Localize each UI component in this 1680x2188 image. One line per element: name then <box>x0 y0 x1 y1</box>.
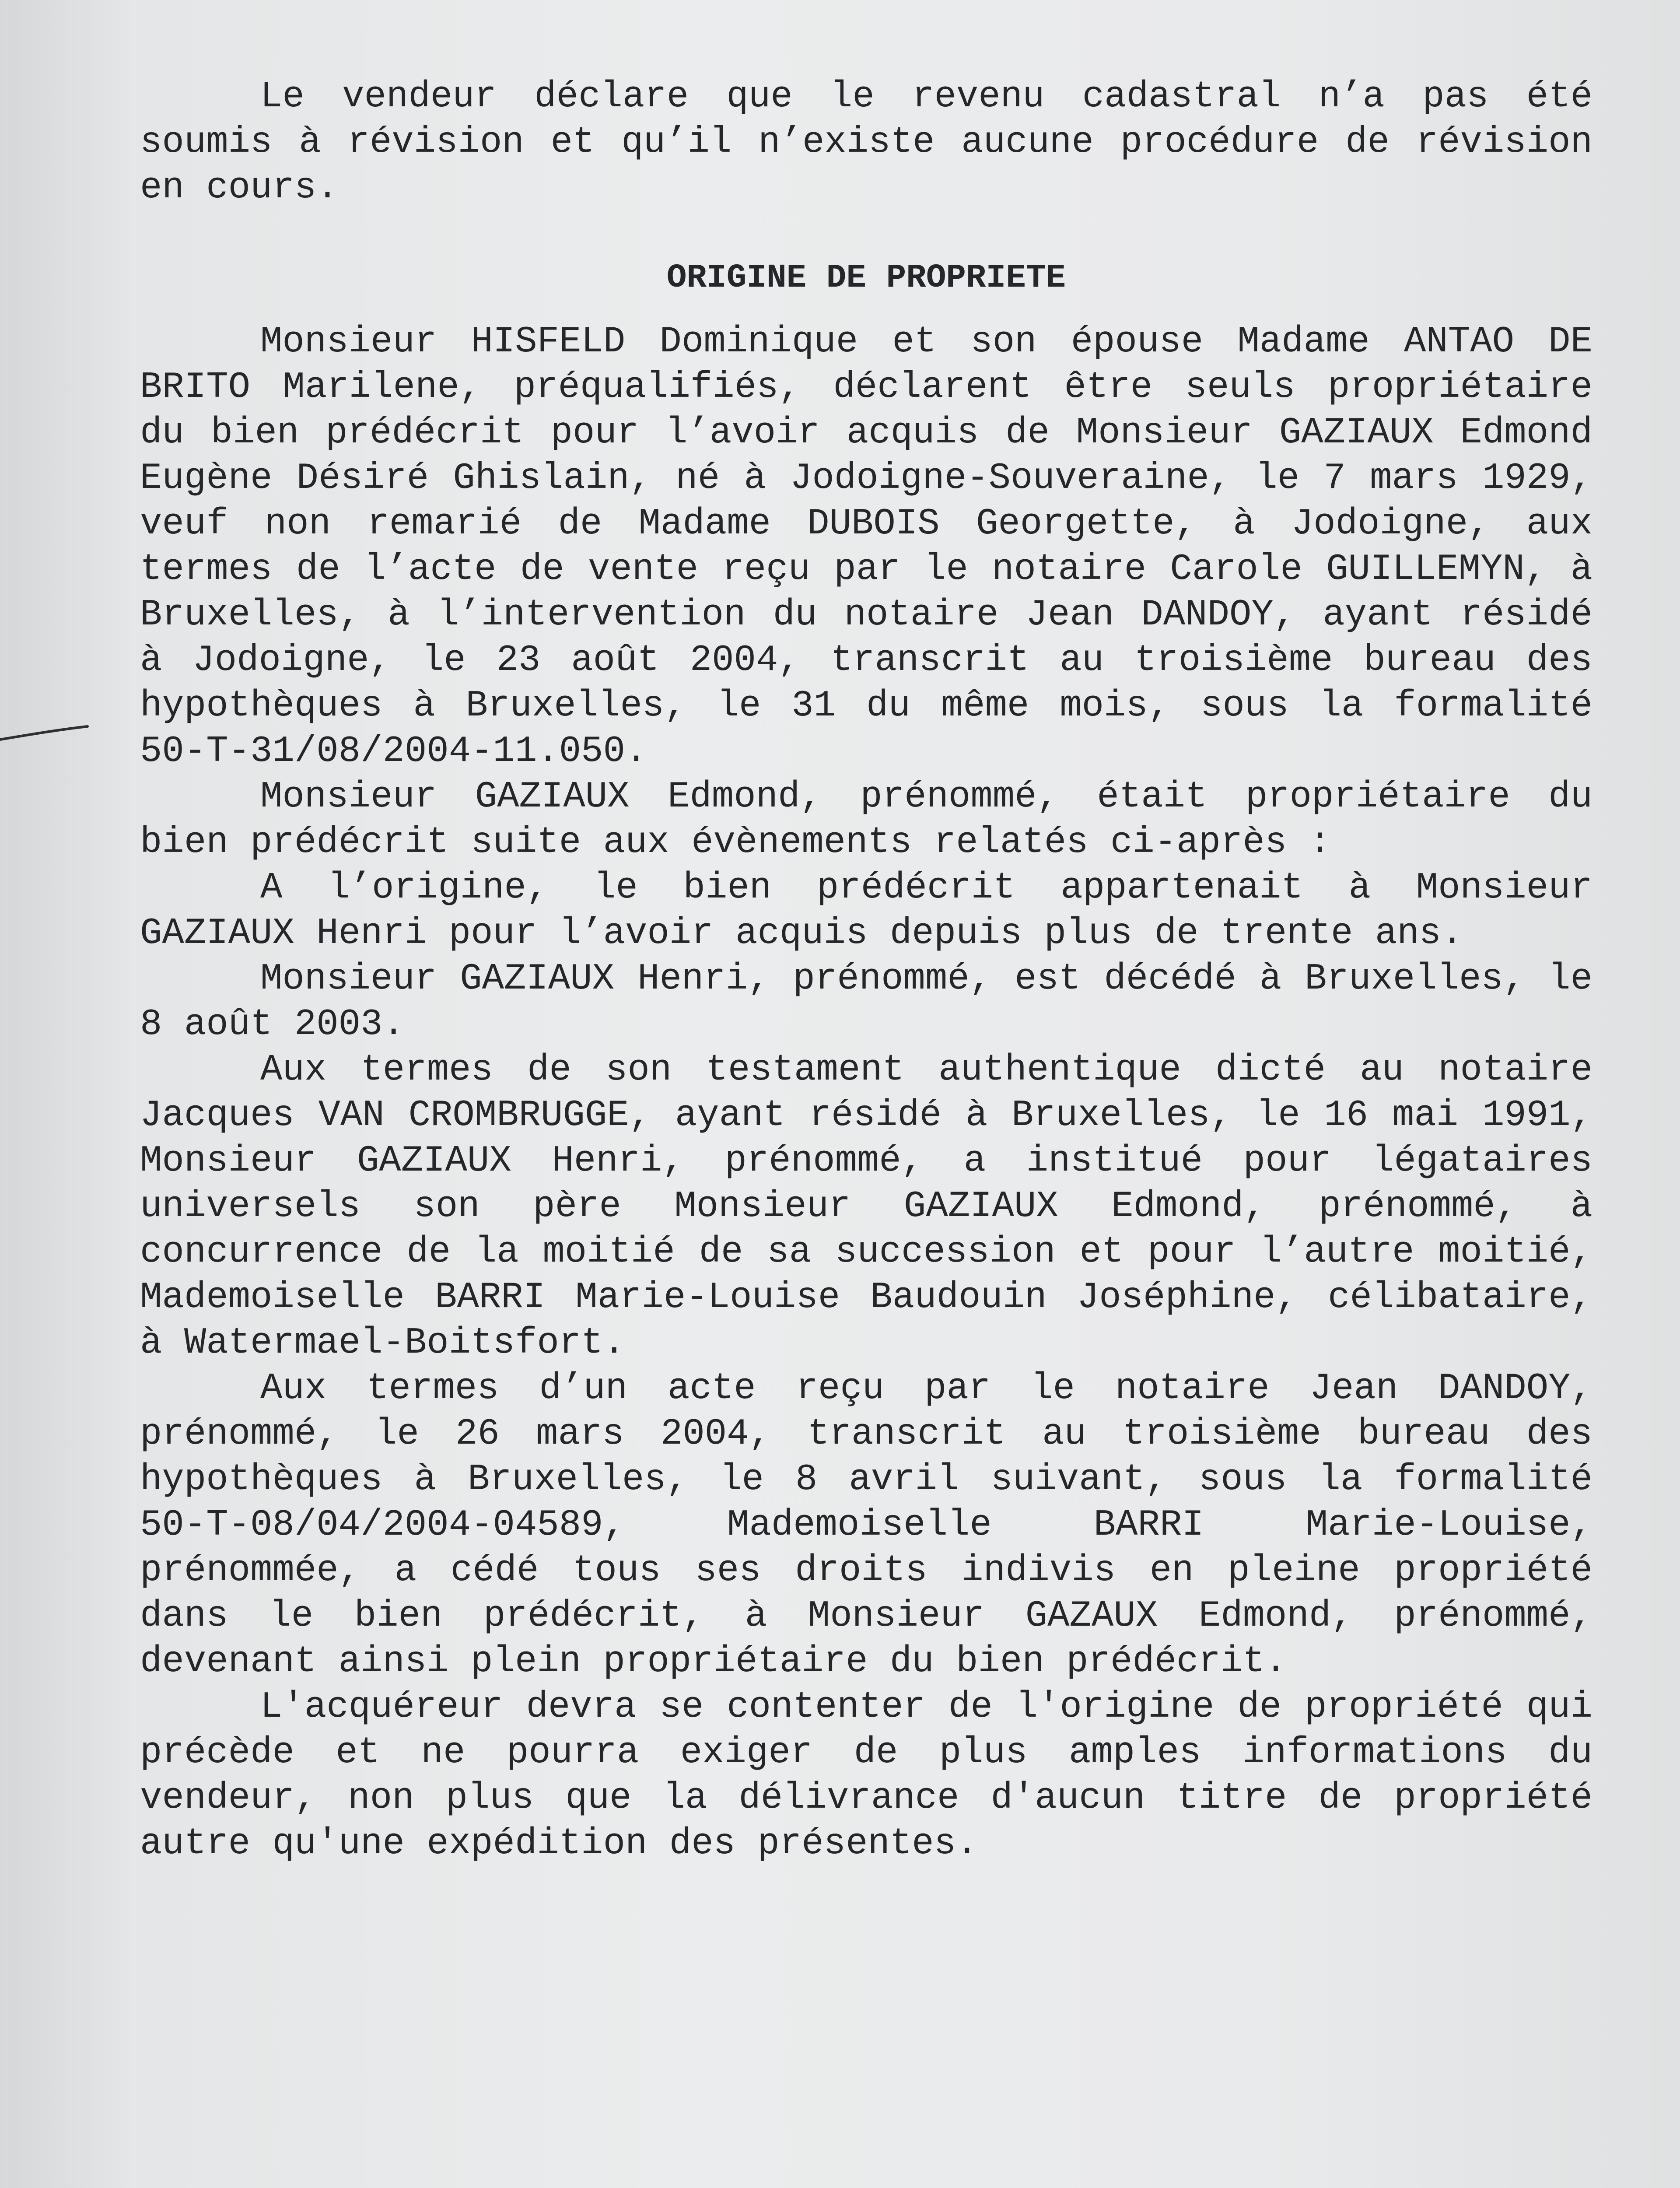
paragraph-closing: L'acquéreur devra se contenter de l'origine de propriété qui précède et ne pourra exiger de plus amples informations du vendeur, non plus que la délivrance d'aucun titre de propriété autre qu'une expédition des présentes. <box>140 1687 1592 1865</box>
document-page <box>140 74 1592 1867</box>
paragraph-testament: Aux termes de son testament authentique dicté au notaire Jacques VAN CROMBRUGGE, ayant résidé à Bruxelles, le 16 mai 1991, Monsieur GAZIAUX Henri, prénommé, a institué pour légataires universels son père Monsieur GAZIAUX Edmond, prénommé, à concurrence de la moitié de sa succession et pour l’autre moitié, Mademoiselle BARRI Marie-Louise Baudouin Joséphine, célibataire, à Watermael-Boitsfort. <box>140 1049 1592 1364</box>
section-title: ORIGINE DE PROPRIETE <box>666 259 1066 297</box>
intro-paragraph: Le vendeur déclare que le revenu cadastral n’a pas été soumis à révision et qu’il n’existe aucune procédure de révision en cours. <box>140 76 1592 209</box>
paragraph-transfer: Aux termes d’un acte reçu par le notaire Jean DANDOY, prénommé, le 26 mars 2004, transcrit au troisième bureau des hypothèques à Bruxelles, le 8 avril suivant, sous la formalité 50-T-08/04/2004-04589, Mademoiselle BARRI Marie-Louise, prénommée, a cédé tous ses droits indivis en pleine propriété dans le bien prédécrit, à Monsieur GAZAUX Edmond, prénommé, devenant ainsi plein propriétaire du bien prédécrit. <box>140 1368 1592 1683</box>
paragraph-origin: A l’origine, le bien prédécrit appartenait à Monsieur GAZIAUX Henri pour l’avoir acquis depuis plus de trente ans. <box>140 867 1592 954</box>
pen-stroke-mark <box>0 713 92 753</box>
paragraph-death: Monsieur GAZIAUX Henri, prénommé, est décédé à Bruxelles, le 8 août 2003. <box>140 958 1592 1045</box>
paragraph-ownership-intro: Monsieur GAZIAUX Edmond, prénommé, était propriétaire du bien prédécrit suite aux évènements relatés ci-après : <box>140 776 1592 863</box>
paragraph-acquisition: Monsieur HISFELD Dominique et son épouse Madame ANTAO DE BRITO Marilene, préqualifiés, déclarent être seuls propriétaire du bien prédécrit pour l’avoir acquis de Monsieur GAZIAUX Edmond Eugène Désiré Ghislain, né à Jodoigne-Souveraine, le 7 mars 1929, veuf non remarié de Madame DUBOIS Georgette, à Jodoigne, aux termes de l’acte de vente reçu par le notaire Carole GUILLEMYN, à Bruxelles, à l’intervention du notaire Jean DANDOY, ayant résidé à Jodoigne, le 23 août 2004, transcrit au troisième bureau des hypothèques à Bruxelles, le 31 du même mois, sous la formalité 50-T-31/08/2004-11.050. <box>140 321 1592 772</box>
